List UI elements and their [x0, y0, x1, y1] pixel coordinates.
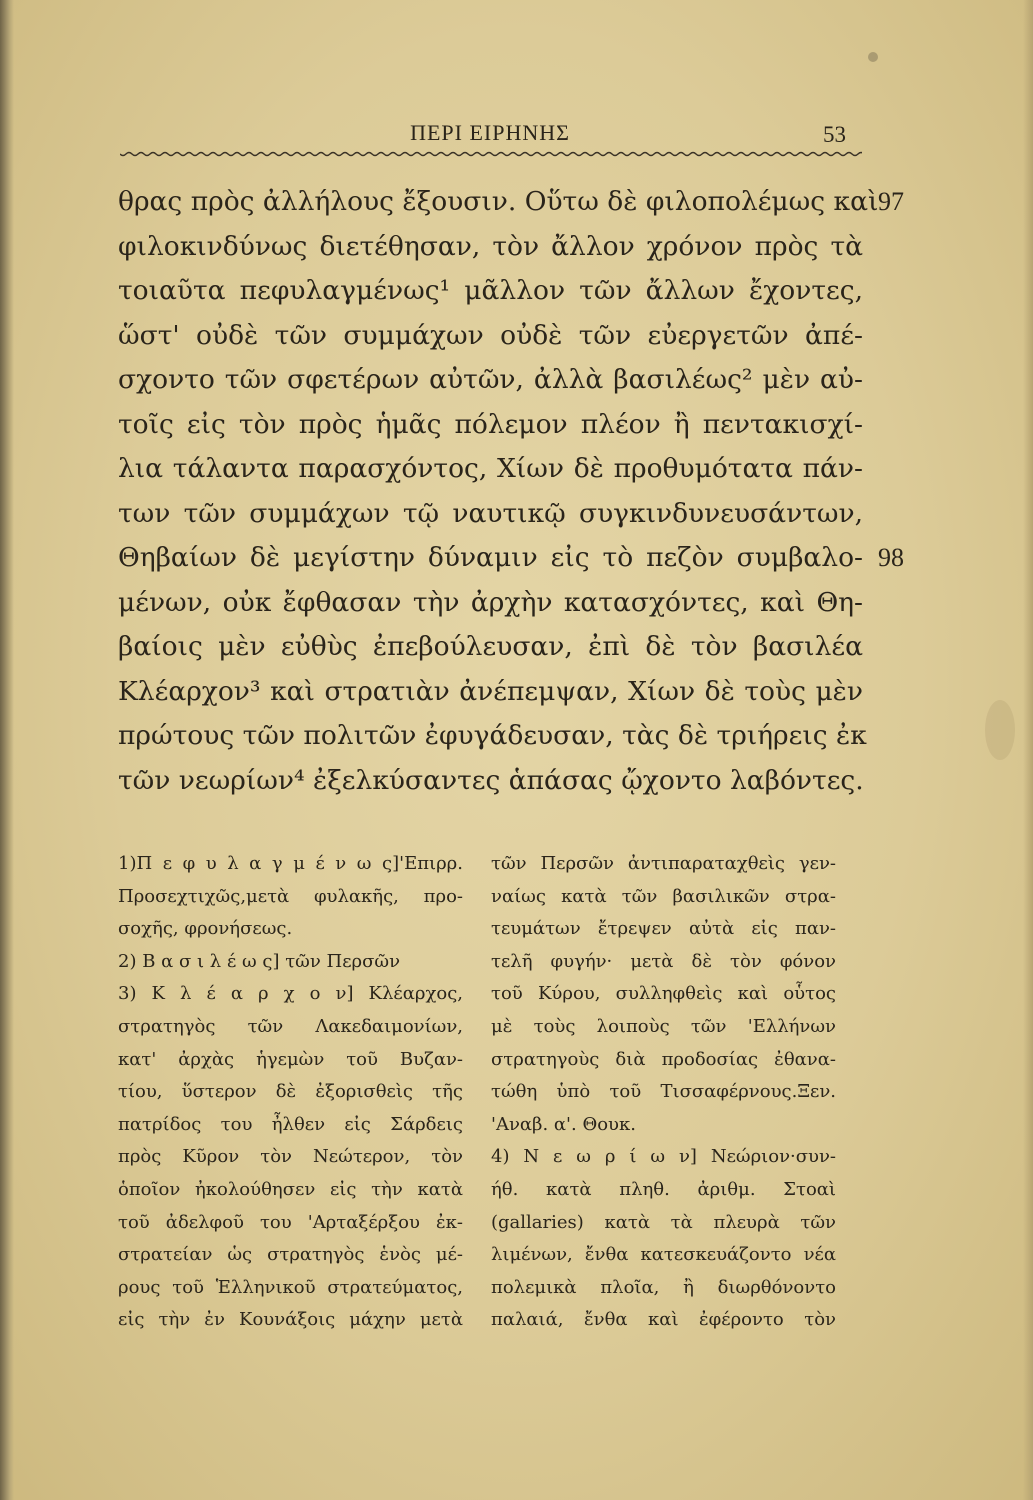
footnote-line: στρατηγὸς τῶν Λακεδαιμονίων, [118, 1015, 463, 1037]
text-line [118, 492, 863, 537]
text-line [118, 358, 863, 403]
footnote-line: Προσεχτιχῶς,μετὰ φυλακῆς, προ- [118, 885, 463, 907]
footnote-line: λιμένων, ἔνθα κατεσκευάζοντο νέα [491, 1244, 836, 1266]
footnote-line: πατρίδος του ἦλθεν εἰς Σάρδεις [118, 1113, 463, 1135]
paper-stain [985, 700, 1015, 760]
footnote-line: παλαιά, ἔνθα καὶ ἐφέροντο τὸν [491, 1309, 836, 1331]
footnotes-right-column [491, 848, 836, 1337]
text-line [118, 314, 863, 359]
footnote-line: στρατηγοὺς διὰ προδοσίας ἐθανα- [491, 1048, 836, 1070]
text-line-content: Θηβαίων δὲ μεγίστην δύναμιν εἰς τὸ πεζὸν συμβαλο- [118, 542, 863, 573]
page-binding-edge [0, 0, 14, 1500]
text-line [118, 225, 863, 270]
footnote-line: τῶν Περσῶν ἀντιπαραταχθεὶς γεν- [491, 853, 836, 874]
footnote-line: 1)Π ε φ υ λ α γ μ έ ν ω ς]'Επιρρ. [118, 853, 463, 874]
text-line [118, 759, 863, 804]
footnote-line: πολεμικὰ πλοῖα, ἢ διωρθόνοντο [491, 1276, 836, 1298]
text-line-content: τοιαῦτα πεφυλαγμένως¹ μᾶλλον τῶν ἄλλων ἔχοντες, [118, 275, 863, 306]
text-line-content: ὥστ' οὐδὲ τῶν συμμάχων οὐδὲ τῶν εὐεργετῶν ἀπέ- [118, 319, 863, 351]
text-line [118, 403, 863, 448]
text-line-content: των τῶν συμμάχων τῷ ναυτικῷ συγκινδυνευσάντων, [118, 497, 863, 529]
text-line [118, 714, 867, 759]
text-line-content: μένων, οὐκ ἔφθασαν τὴν ἀρχὴν κατασχόντες, καὶ Θη- [118, 586, 863, 618]
footnote-line: τίου, ὕστερον δὲ ἐξορισθεὶς τῆς [118, 1081, 463, 1103]
footnote-line: κατ' ἀρχὰς ἡγεμὼν τοῦ Βυζαν- [118, 1048, 463, 1070]
footnote-line: εἰς τὴν ἐν Κουνάξοις μάχην μετὰ [118, 1309, 463, 1331]
footnote-line: τελῆ φυγήν· μετὰ δὲ τὸν φόνον [491, 950, 836, 972]
footnote-line: σοχῆς, φρονήσεως. [118, 918, 293, 940]
running-header [120, 112, 860, 152]
text-line-content: τοῖς εἰς τὸν πρὸς ἡμᾶς πόλεμον πλέον ἢ πεντακισχί- [118, 408, 863, 440]
text-line [118, 269, 863, 314]
text-line-content: τῶν νεωρίων⁴ ἐξελκύσαντες ἁπάσας ᾤχοντο λαβόντες. [118, 764, 864, 796]
footnote-line: 'Αναβ. α'. Θουκ. [491, 1113, 636, 1135]
footnote-line: 2) Β α σ ι λ έ ω ς] τῶν Περσῶν [118, 950, 401, 972]
text-line-content: φιλοκινδύνως διετέθησαν, τὸν ἄλλον χρόνον πρὸς τὰ [118, 230, 863, 262]
footnote-line: ήθ. κατὰ πληθ. ἀριθμ. Στοαὶ [491, 1178, 836, 1200]
footnote-line: τοῦ ἀδελφοῦ του 'Αρταξέρξου ἐκ- [118, 1211, 463, 1233]
footnote-line: τώθη ὑπὸ τοῦ Τισσαφέρνους.Ξεν. [491, 1081, 836, 1103]
footnote-line: τοῦ Κύρου, συλληφθεὶς καὶ οὗτος [491, 983, 836, 1005]
footnote-line: ὁποῖον ἠκολούθησεν εἰς τὴν κατὰ [118, 1178, 463, 1200]
footnote-line: στρατείαν ὡς στρατηγὸς ἑνὸς μέ- [118, 1244, 463, 1266]
text-line-content: σχοντο τῶν σφετέρων αὐτῶν, ἀλλὰ βασιλέως² μὲν αὐ- [118, 364, 863, 395]
paper-speck [868, 52, 878, 62]
margin-line-number: 97 [878, 187, 904, 216]
footnote-line: τευμάτων ἔτρεψεν αὐτὰ εἰς παν- [491, 918, 836, 940]
running-title: ΠΕΡΙ ΕΙΡΗΝΗΣ [410, 120, 570, 145]
text-line [118, 581, 863, 626]
text-line [118, 536, 904, 581]
page-outer-edge [1023, 0, 1033, 1500]
footnote-line: 3) Κ λ έ α ρ χ ο ν] Κλέαρχος, [118, 983, 463, 1005]
main-text-block [118, 180, 904, 803]
text-line-content: βαίοις μὲν εὐθὺς ἐπεβούλευσαν, ἐπὶ δὲ τὸν βασιλέα [118, 631, 863, 662]
text-line-content: Κλέαρχον³ καὶ στρατιὰν ἀνέπεμψαν, Χίων δὲ τοὺς μὲν [118, 675, 863, 707]
footnote-line: (gallaries) κατὰ τὰ πλευρὰ τῶν [491, 1211, 836, 1233]
text-line-content: θρας πρὸς ἀλλήλους ἔξουσιν. Οὕτω δὲ φιλοπολέμως καὶ [118, 186, 879, 217]
footnote-line: μὲ τοὺς λοιποὺς τῶν 'Ελλήνων [491, 1015, 836, 1037]
footnote-line: ναίως κατὰ τῶν βασιλικῶν στρα- [491, 885, 836, 907]
footnotes-left-column [118, 848, 463, 1337]
footnote-line: ρους τοῦ Ἑλληνικοῦ στρατεύματος, [118, 1276, 463, 1298]
header-wavy-rule [120, 150, 862, 158]
footnote-line: πρὸς Κῦρον τὸν Νεώτερον, τὸν [118, 1146, 463, 1168]
text-line-content: πρώτους τῶν πολιτῶν ἐφυγάδευσαν, τὰς δὲ τριήρεις ἐκ [118, 720, 867, 751]
text-line [118, 625, 863, 670]
text-line [118, 180, 904, 225]
text-line-content: λια τάλαντα παρασχόντος, Χίων δὲ προθυμότατα πάν- [118, 453, 863, 484]
text-line [118, 670, 863, 715]
text-line [118, 447, 863, 492]
footnote-line: 4) Ν ε ω ρ ί ω ν] Νεώριον·συν- [491, 1146, 836, 1168]
margin-line-number: 98 [878, 543, 904, 572]
page-number: 53 [823, 122, 846, 147]
footnotes [118, 848, 863, 1368]
